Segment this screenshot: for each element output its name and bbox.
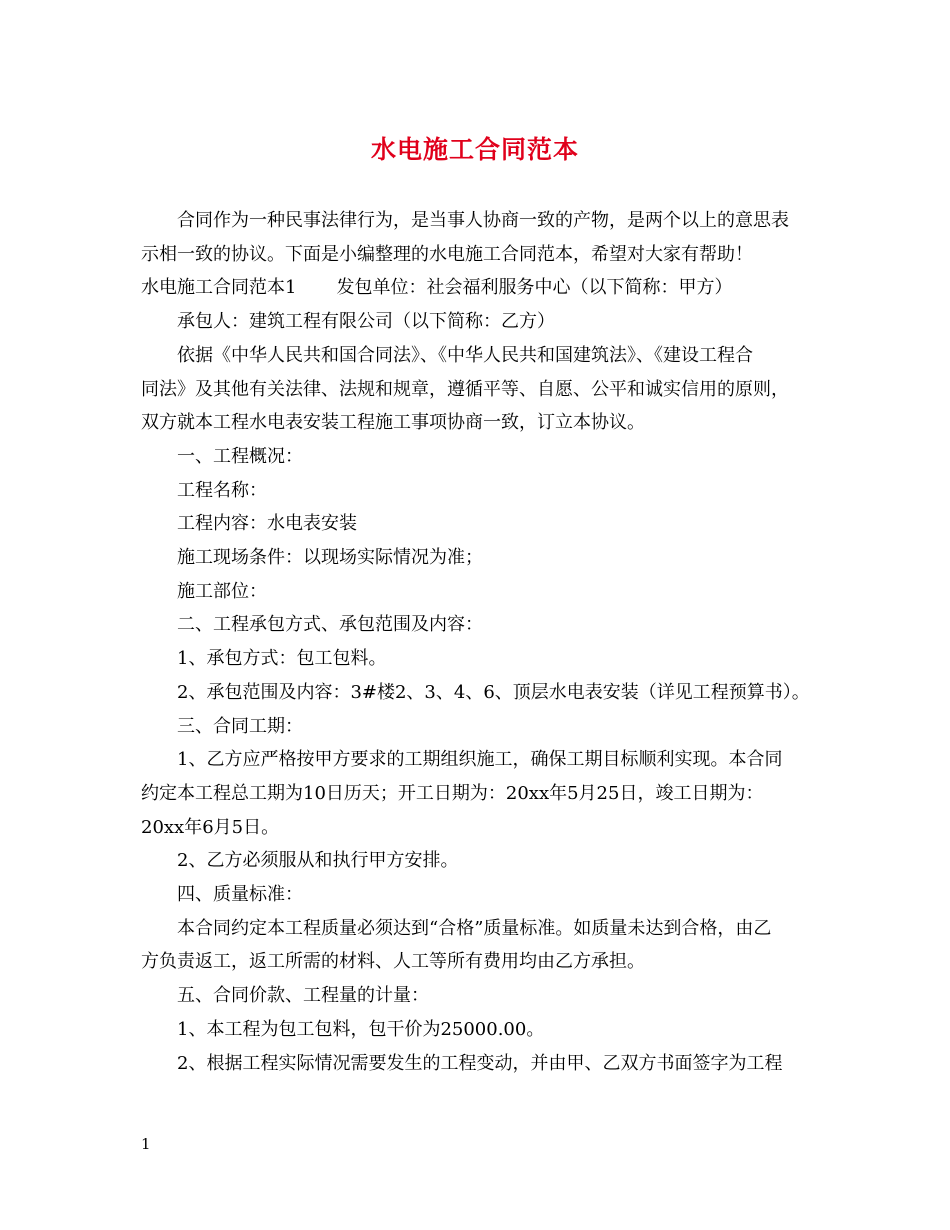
body-line: 2、乙方必须服从和执行甲方安排。 <box>177 850 459 872</box>
body-line: 2、根据工程实际情况需要发生的工程变动，并由甲、乙双方书面签字为工程 <box>177 1052 783 1074</box>
contractor-line: 发包单位：社会福利服务中心（以下简称：甲方） <box>336 277 733 299</box>
document-body <box>141 204 821 1080</box>
body-line <box>141 271 821 305</box>
body-line: 1、乙方应严格按甲方要求的工期组织施工，确保工期目标顺利实现。本合同 <box>177 749 783 771</box>
body-line: 工程内容：水电表安装 <box>177 513 357 535</box>
body-line: 约定本工程总工期为10日历天；开工日期为：20xx年5月25日，竣工日期为： <box>141 782 764 804</box>
body-line: 1、承包方式：包工包料。 <box>177 648 387 670</box>
body-line: 施工部位： <box>177 580 267 602</box>
body-line: 依据《中华人民共和国合同法》、《中华人民共和国建筑法》、《建设工程合 <box>177 344 753 366</box>
body-line: 本合同约定本工程质量必须达到“合格”质量标准。如质量未达到合格，由乙 <box>177 917 772 939</box>
body-line: 2、承包范围及内容：3#楼2、3、4、6、顶层水电表安装（详见工程预算书）。 <box>177 681 810 703</box>
body-line: 20xx年6月5日。 <box>141 816 280 838</box>
page-number: 1 <box>141 1135 151 1153</box>
document-title: 水电施工合同范本 <box>370 135 579 164</box>
body-line: 一、工程概况： <box>177 445 303 467</box>
body-line: 五、合同价款、工程量的计量： <box>177 985 429 1007</box>
body-line: 四、质量标准： <box>177 884 303 906</box>
body-line: 施工现场条件：以现场实际情况为准； <box>177 547 483 569</box>
body-line: 方负责返工，返工所需的材料、人工等所有费用均由乙方承担。 <box>141 951 645 973</box>
body-line: 合同作为一种民事法律行为，是当事人协商一致的产物，是两个以上的意思表 <box>177 210 789 231</box>
body-line: 示相一致的协议。下面是小编整理的水电施工合同范本，希望对大家有帮助！ <box>141 243 753 265</box>
body-line: 承包人：建筑工程有限公司（以下简称：乙方） <box>177 311 555 333</box>
body-line: 1、本工程为包工包料，包干价为25000.00。 <box>177 1018 545 1040</box>
section-heading-label: 水电施工合同范本1 <box>141 277 297 299</box>
body-line: 同法》及其他有关法律、法规和规章，遵循平等、自愿、公平和诚实信用的原则， <box>141 378 789 400</box>
body-line: 工程名称： <box>177 479 267 501</box>
body-line: 双方就本工程水电表安装工程施工事项协商一致，订立本协议。 <box>141 412 645 434</box>
body-line: 二、工程承包方式、承包范围及内容： <box>177 614 483 636</box>
body-line: 三、合同工期： <box>177 715 303 737</box>
